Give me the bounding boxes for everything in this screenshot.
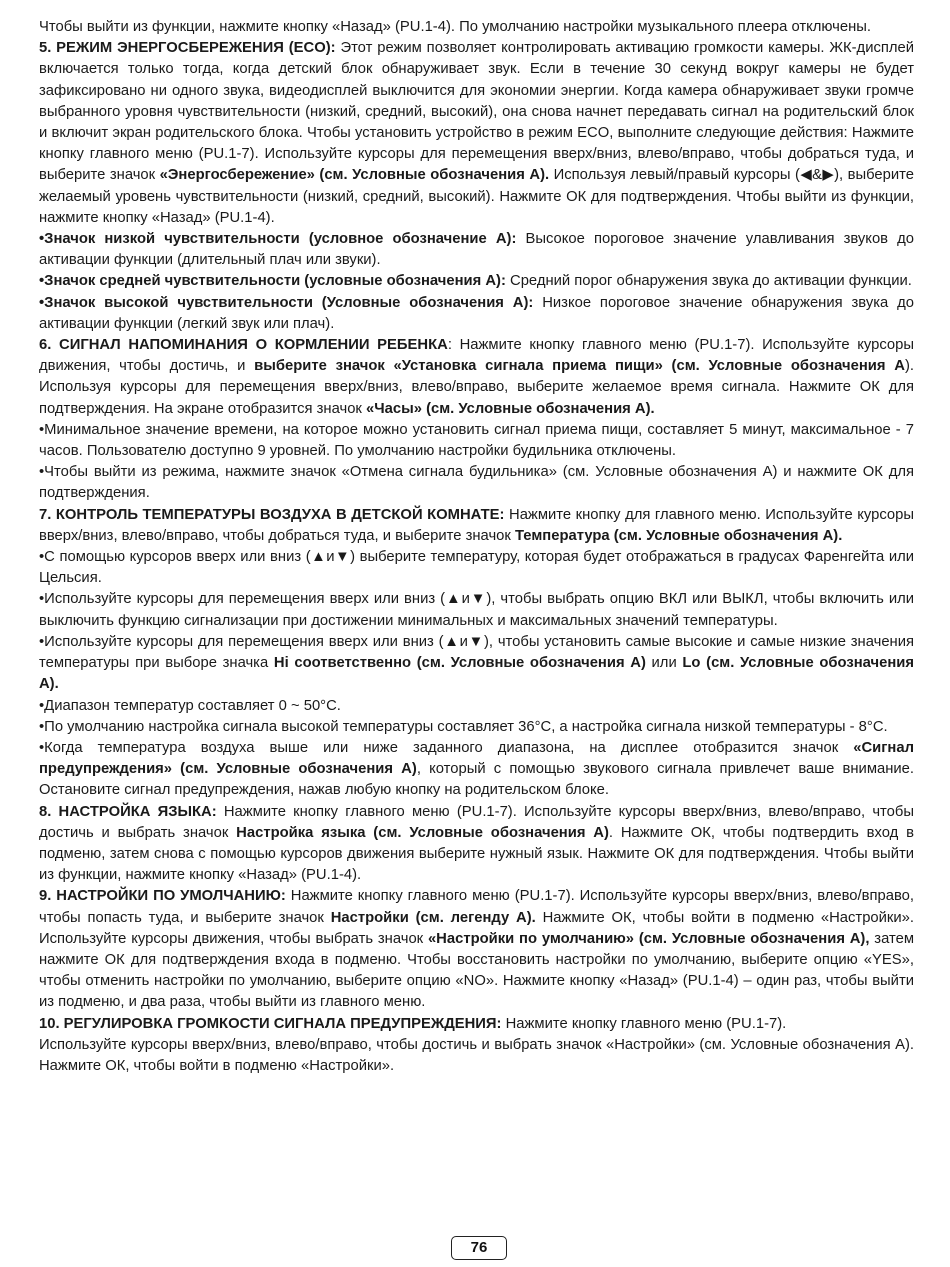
page-number: 76 (451, 1236, 507, 1260)
text-run: Используйте курсоры вверх/вниз, влево/вправо, чтобы достичь и выбрать значок «Настройки» (см. Условные обозначения А). Нажмите ОК, чтобы войти в подменю «Настройки». (39, 1036, 914, 1074)
bold-run: 8. НАСТРОЙКА ЯЗЫКА: (39, 803, 217, 820)
text-run: •Используйте курсоры для перемещения вверх или вниз (▲и▼), чтобы установить самые высокие и самые низкие значения температуры при выборе значка (39, 633, 914, 672)
paragraph-s6-exit (39, 462, 914, 504)
bold-run: Настройки (см. легенду A). (330, 909, 536, 926)
paragraph-s10-steps (39, 1035, 914, 1077)
bold-run: •Значок средней чувствительности (условные обозначения А): (39, 273, 506, 290)
paragraph-s7-range (39, 696, 914, 717)
text-run: •С помощью курсоров вверх или вниз (▲и▼) выберите температуру, которая будет отображаться в градусах Фаренгейта или Цельсия. (39, 549, 914, 587)
bold-run: 10. РЕГУЛИРОВКА ГРОМКОСТИ СИГНАЛА ПРЕДУПРЕЖДЕНИЯ: (39, 1015, 502, 1032)
bold-run: 9. НАСТРОЙКИ ПО УМОЛЧАНИЮ: (39, 888, 286, 905)
text-run: •По умолчанию настройка сигнала высокой температуры составляет 36°C, а настройка сигнала низкой температуры - 8°C. (39, 718, 888, 735)
paragraph-s8 (39, 802, 914, 887)
paragraph-s7-onoff (39, 589, 914, 631)
text-run: Чтобы выйти из функции, нажмите кнопку «Назад» (PU.1-4). По умолчанию настройки музыкального плеера отключены. (39, 19, 872, 35)
paragraph-s7-alert (39, 738, 914, 802)
bold-run: «Часы» (см. Условные обозначения А). (366, 400, 655, 417)
paragraph-intro (39, 17, 914, 38)
bold-run: 7. КОНТРОЛЬ ТЕМПЕРАТУРЫ ВОЗДУХА В ДЕТСКОЙ КОМНАТЕ: (39, 506, 505, 523)
text-run: Используя левый/правый курсоры (◀&▶), выберите желаемый уровень чувствительности (низкий, средний, высокий). Нажмите ОК для подтверждения. Чтобы выйти из функции, нажмите кнопку «Назад» (PU.1-4). (39, 167, 914, 226)
text-run: •Минимальное значение времени, на которое можно установить сигнал приема пищи, составляет 5 минут, максимальное - 7 часов. Пользователю доступно 9 уровней. По умолчанию настройки будильника отключены. (39, 421, 914, 460)
bold-run: Hi соответственно (см. Условные обозначения А) (273, 655, 646, 672)
text-run: Нажмите кнопку главного меню (PU.1-7). (501, 1015, 787, 1032)
paragraph-s5-low (39, 229, 914, 271)
bold-run: Настройка языка (см. Условные обозначения А) (236, 824, 609, 841)
text-run: •Когда температура воздуха выше или ниже заданного диапазона, на дисплее отобразится значок (39, 739, 854, 756)
bold-run: «Настройки по умолчанию» (см. Условные обозначения А), (427, 930, 870, 947)
text-run: : Нажмите кнопку главного меню (PU.1-7). Используйте курсоры движения, чтобы достичь, и (39, 337, 914, 375)
bold-run: 6. СИГНАЛ НАПОМИНАНИЯ О КОРМЛЕНИИ РЕБЕНКА (39, 337, 448, 354)
text-run: . Нажмите ОК, чтобы подтвердить вход в подменю, затем снова с помощью курсоров движения выберите нужный язык. Нажмите ОК для подтверждения. Чтобы выйти из функции, нажмите кнопку «Назад» (PU.1-4). (39, 824, 914, 884)
text-run: затем нажмите ОК для подтверждения входа в подменю. Чтобы восстановить настройки по умолчанию, выберите опцию «YES», чтобы отменить настройки по умолчанию, выберите опцию «NO». Нажмите кнопку «Назад» (PU.1-4) – один раз, чтобы выйти из подменю, и два раза, чтобы выйти из главного меню. (39, 930, 914, 1011)
text-run: •Диапазон температур составляет 0 ~ 50°C. (39, 697, 341, 714)
paragraph-s6 (39, 335, 914, 420)
text-run: , который с помощью звукового сигнала привлечет ваше внимание. Остановите сигнал предупреждения, нажав любую кнопку на родительском блоке. (39, 761, 914, 799)
text-run: •Используйте курсоры для перемещения вверх или вниз (▲и▼), чтобы выбрать опцию ВКЛ или ВЫКЛ, чтобы включить или выключить функцию сигнализации при достижении минимальных и максимальных значений температуры. (39, 591, 914, 629)
text-run: ). Используя курсоры для перемещения вверх/вниз, влево/вправо, выберите желаемое время сигнала. Нажмите ОК для подтверждения. На экране отобразится значок (39, 358, 914, 417)
paragraph-s7-unit (39, 547, 914, 589)
paragraph-s5-mid (39, 271, 914, 292)
document-body (39, 17, 914, 1077)
bold-run: •Значок низкой чувствительности (условное обозначение A): (39, 231, 517, 248)
text-run: Нажмите ОК, чтобы войти в подменю «Настройки». Используйте курсоры движения, чтобы выбрать значок (39, 909, 914, 947)
text-run: Этот режим позволяет контролировать активацию громкости камеры. ЖК-дисплей включается только тогда, когда детский блок обнаруживает звук. Если в течение 30 секунд вокруг камеры не будет зафиксировано ни одного звука, видеодисплей выключится для экономии энергии. Когда камера обнаруживает звуки громче выбранного уровня чувствительности (низкий, средний, высокий), она снова начнет передавать сигнал на родительский блок и включит экран родительского блока. Чтобы установить устройство в режим ECO, выполните следующие действия: Нажмите кнопку главного меню (PU.1-7). Используйте курсоры для перемещения вверх/вниз, влево/вправо, чтобы добраться туда, и выберите значок (39, 40, 914, 184)
text-run: Низкое пороговое значение обнаружения звука до активации функции (легкий звук или плач). (39, 294, 914, 332)
text-run: Средний порог обнаружения звука до активации функции. (505, 273, 912, 290)
bold-run: 5. РЕЖИМ ЭНЕРГОСБЕРЕЖЕНИЯ (ECO): (39, 40, 336, 57)
bold-run: Lo (см. Условные обозначения А). (39, 655, 915, 693)
text-run: Нажмите кнопку главного меню (PU.1-7). Используйте курсоры вверх/вниз, влево/вправо, чтобы достичь и выбрать значок (39, 803, 914, 841)
paragraph-s6-range (39, 420, 914, 462)
text-run: Нажмите кнопку главного меню (PU.1-7). Используйте курсоры вверх/вниз, влево/вправо, чтобы попасть туда, и выберите значок (39, 888, 915, 926)
paragraph-s9 (39, 886, 914, 1013)
text-run: или (645, 655, 683, 672)
bold-run: Температура (см. Условные обозначения А). (515, 527, 843, 544)
paragraph-s10 (39, 1014, 914, 1035)
bold-run: •Значок высокой чувствительности (Условные обозначения А): (39, 294, 534, 311)
paragraph-s5-high (39, 293, 914, 335)
text-run: •Чтобы выйти из режима, нажмите значок «Отмена сигнала будильника» (см. Условные обозначения А) и нажмите ОК для подтверждения. (39, 464, 914, 502)
bold-run: выберите значок «Установка сигнала приема пищи» (см. Условные обозначения А (254, 358, 905, 375)
paragraph-s7-default (39, 717, 914, 738)
paragraph-s7-hilo (39, 632, 914, 696)
bold-run: «Энергосбережение» (см. Условные обозначения А). (159, 167, 550, 184)
paragraph-s7 (39, 505, 914, 547)
paragraph-s5 (39, 38, 914, 229)
text-run: Нажмите кнопку для главного меню. Используйте курсоры вверх/вниз, влево/вправо, чтобы добраться туда, и выберите значок (39, 506, 915, 544)
bold-run: «Сигнал предупреждения» (см. Условные обозначения А) (39, 739, 914, 778)
text-run: Высокое пороговое значение улавливания звуков до активации функции (длительный плач или звуки). (39, 231, 914, 269)
